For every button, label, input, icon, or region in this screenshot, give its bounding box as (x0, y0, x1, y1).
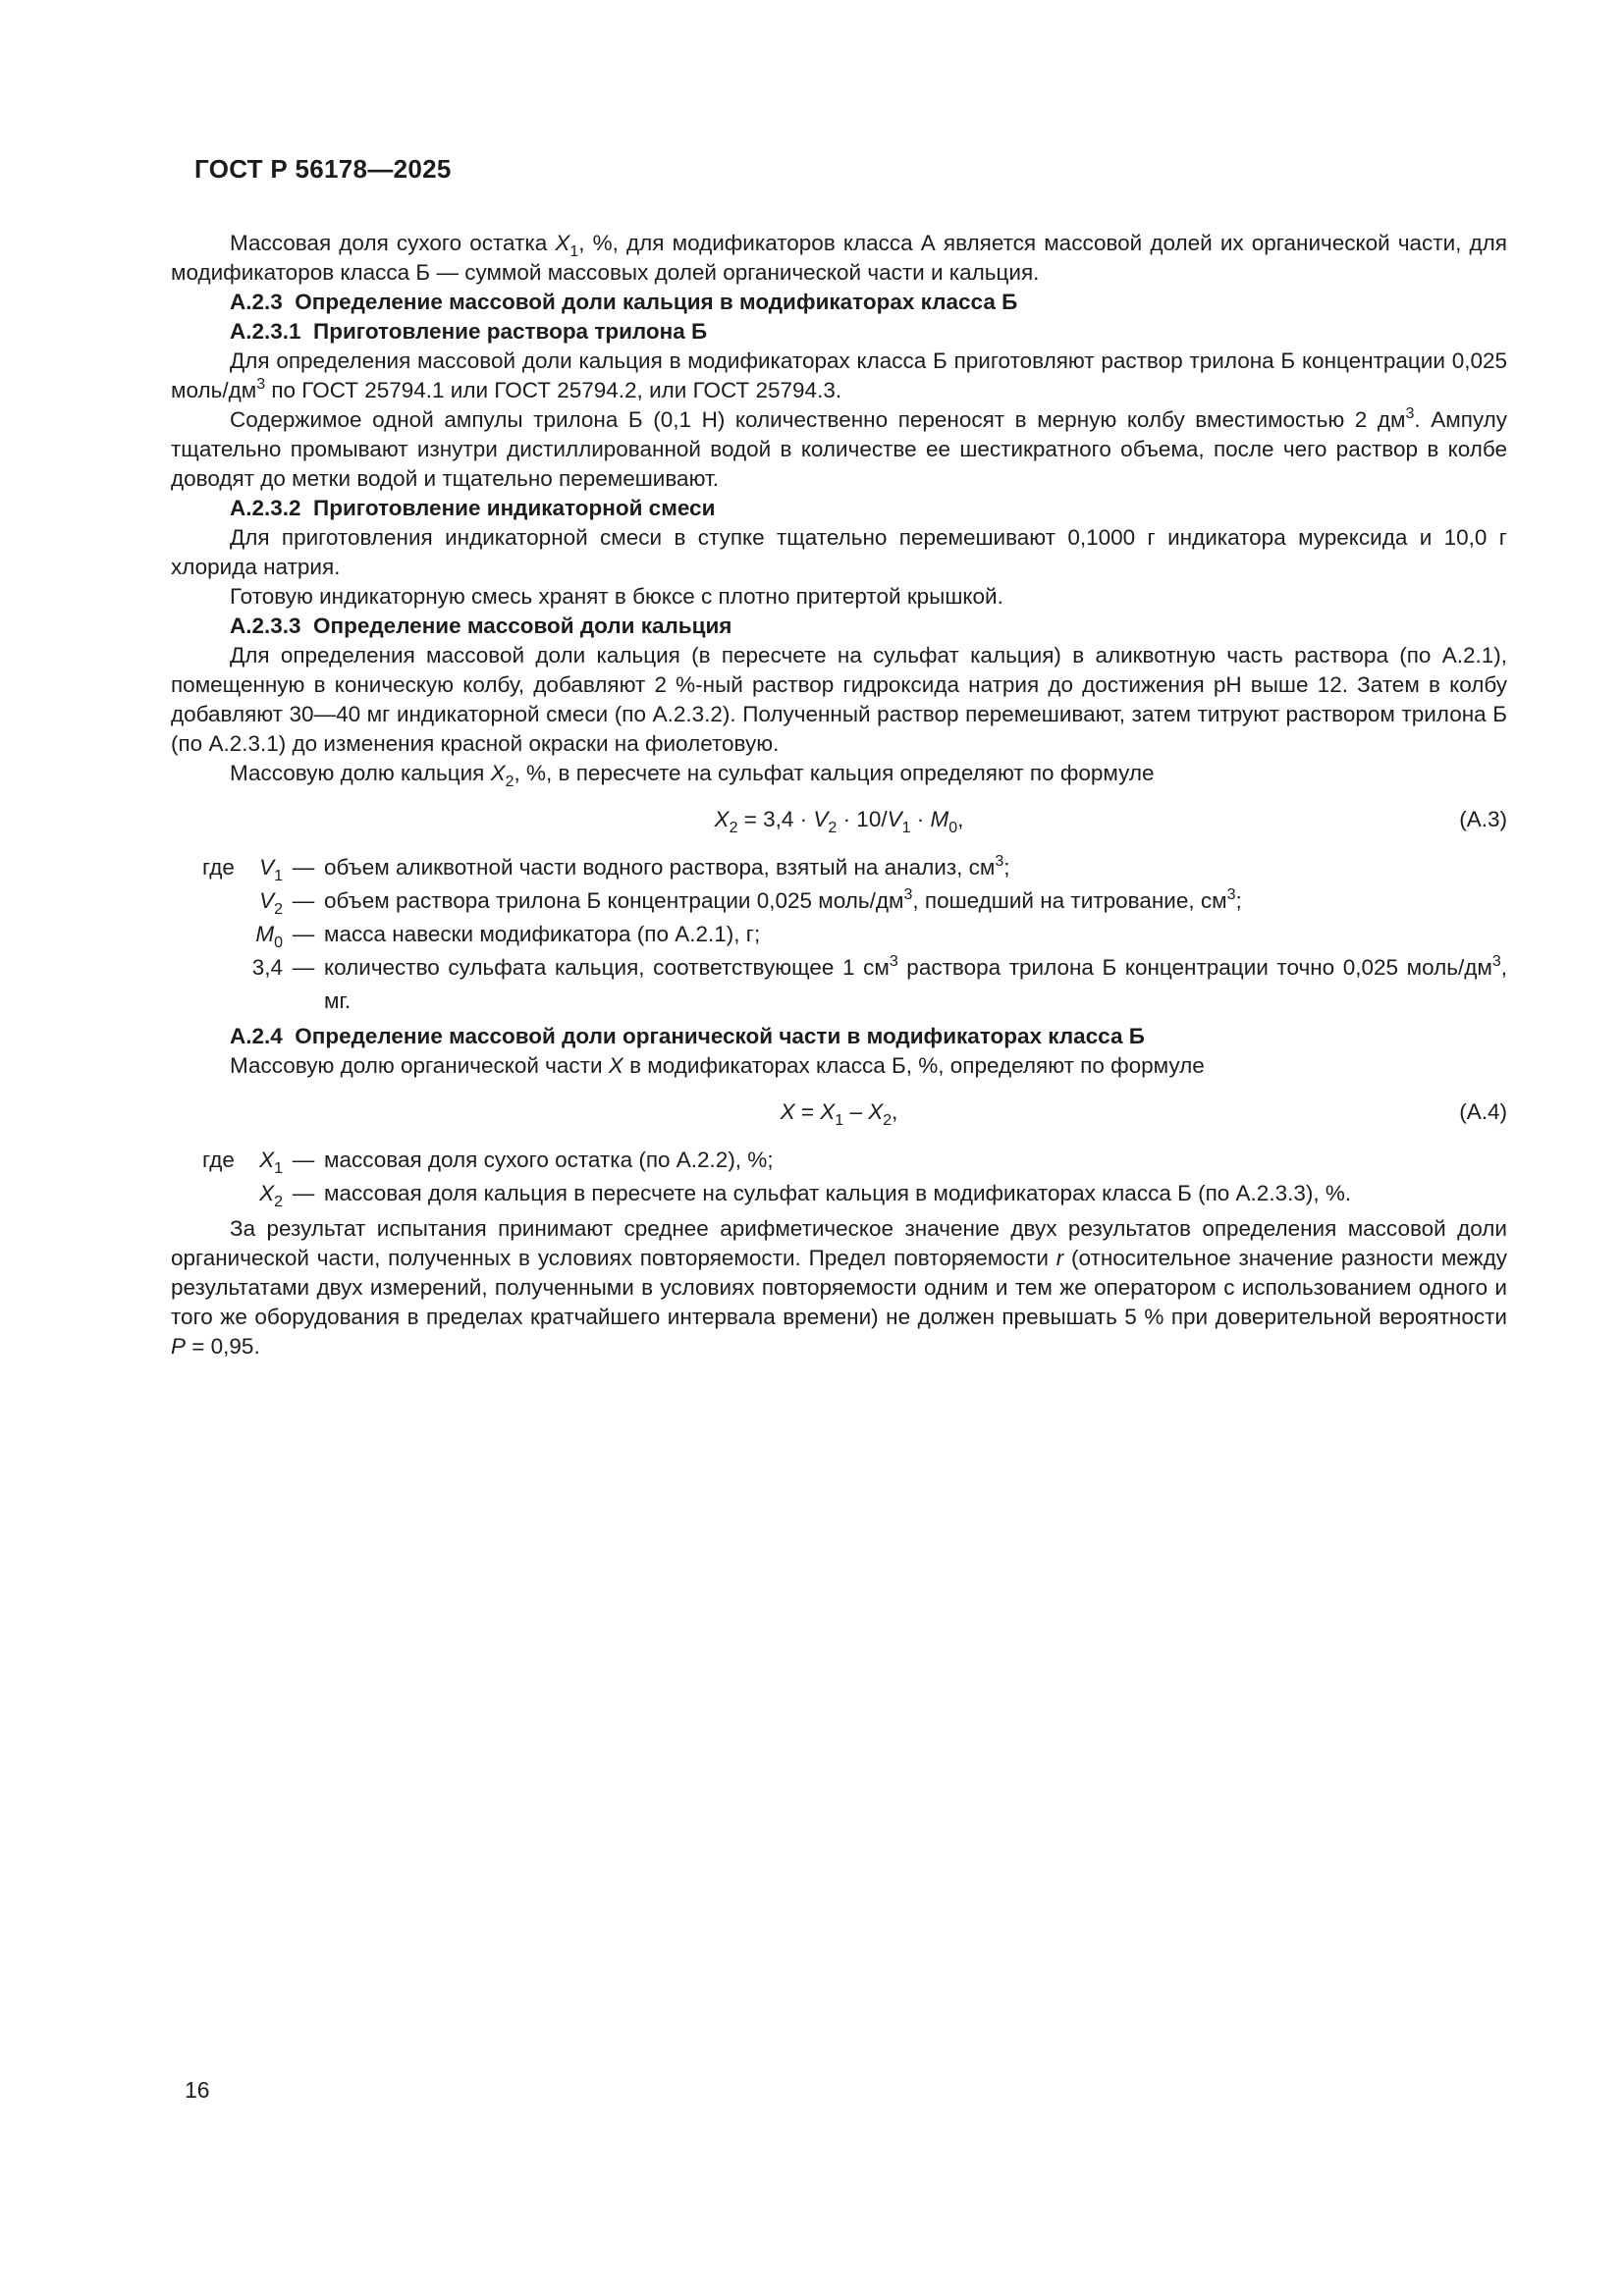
section-heading (171, 494, 1507, 523)
text-run: = 3,4 · (737, 807, 814, 831)
script-text: 2 (505, 774, 514, 790)
section-heading (171, 288, 1507, 317)
formula-legend (202, 851, 1507, 1018)
script-text: 2 (883, 1112, 893, 1129)
legend-lead (202, 918, 242, 951)
legend-item (202, 851, 1507, 884)
math-variable: X (490, 761, 506, 785)
legend-lead: где (202, 1148, 235, 1172)
formula-block (171, 805, 1507, 834)
paragraph (171, 347, 1507, 405)
math-variable: V (887, 807, 902, 831)
text-run: За результат испытания принимают среднее арифметическое значение двух результатов определения массовой доли органической части, полученных в условиях повторяемости. Предел повторяемости (171, 1216, 1507, 1270)
text-run: А.2.3.1 Приготовление раствора трилона Б (230, 319, 708, 344)
text-run: , мг. (324, 955, 1507, 1013)
math-variable: X (780, 1099, 795, 1124)
equation-number: (А.4) (1459, 1099, 1507, 1124)
legend-description (324, 884, 1507, 918)
text-run: 3,4 (251, 955, 283, 980)
section-heading (171, 317, 1507, 347)
math-variable: X (259, 1181, 275, 1205)
text-run: раствора трилона Б концентрации точно 0,025 моль/дм (897, 955, 1492, 980)
paragraph (171, 641, 1507, 759)
legend-dash: — (292, 922, 315, 946)
paragraph (171, 405, 1507, 494)
text-run: объем аликвотной части водного раствора, взятый на анализ, см (324, 855, 996, 880)
text-run: А.2.3.2 Приготовление индикаторной смеси (230, 496, 716, 520)
math-variable: X (714, 807, 730, 831)
math-variable: r (1056, 1246, 1064, 1270)
text-run: массовая доля кальция в пересчете на сульфат кальция в модификаторах класса Б (по А.2.3.3), %. (324, 1181, 1352, 1205)
paragraph (171, 759, 1507, 788)
text-run: по ГОСТ 25794.1 или ГОСТ 25794.2, или ГОСТ 25794.3. (265, 378, 842, 402)
text-run: в модификаторах класса Б, %, определяют по формуле (623, 1053, 1205, 1078)
math-variable: V (813, 807, 829, 831)
section-heading (171, 1022, 1507, 1051)
text-run: Массовую долю органической части (230, 1053, 609, 1078)
script-text: 3 (903, 886, 913, 903)
paragraph (171, 1051, 1507, 1081)
text-run: – (843, 1099, 869, 1124)
text-run: ; (1003, 855, 1010, 880)
script-text: 2 (274, 901, 283, 918)
section-heading (171, 612, 1507, 641)
legend-term (242, 918, 283, 951)
text-run: объем раствора трилона Б концентрации 0,025 моль/дм (324, 888, 904, 913)
text-run: , (892, 1099, 898, 1124)
text-run: А.2.4 Определение массовой доли органической части в модификаторах класса Б (230, 1024, 1145, 1048)
text-run: (относительное значение разности между результатами двух измерений, полученными в условиях повторяемости одним и тем же оператором с использованием одного и того же оборудования в пределах кратчайшего интервала времени) не должен превышать 5 % при доверительной вероятности (171, 1246, 1507, 1329)
legend-dash: — (292, 1181, 315, 1205)
script-text: 2 (274, 1194, 283, 1210)
legend-lead (202, 951, 242, 1018)
text-run: , (957, 807, 964, 831)
legend-dash: — (292, 888, 315, 913)
paragraph (171, 582, 1507, 612)
script-text: 1 (569, 243, 579, 260)
text-run: количество сульфата кальция, соответствующее 1 см (324, 955, 890, 980)
equation-number: (А.3) (1459, 807, 1507, 831)
text-run: , пошедший на титрование, см (912, 888, 1227, 913)
legend-term (242, 951, 283, 1018)
paragraph (171, 229, 1507, 288)
equation (780, 1099, 898, 1129)
script-text: 1 (274, 868, 283, 884)
math-variable: P (171, 1334, 187, 1359)
text-run: ; (1235, 888, 1242, 913)
formula-block (171, 1097, 1507, 1127)
legend-lead (202, 884, 242, 918)
legend-item (202, 1144, 1507, 1177)
text-run: · (910, 807, 931, 831)
paragraph (171, 1214, 1507, 1362)
math-variable: V (259, 855, 275, 880)
legend-item (202, 1177, 1507, 1210)
script-text: 3 (995, 853, 1004, 870)
script-text: 3 (1405, 405, 1415, 422)
text-run: , %, в пересчете на сульфат кальция определяют по формуле (514, 761, 1155, 785)
math-variable: X (820, 1099, 836, 1124)
text-run: А.2.3 Определение массовой доли кальция в модификаторах класса Б (230, 290, 1018, 314)
legend-dash: — (292, 1148, 315, 1172)
text-run: . Ампулу тщательно промывают изнутри дистиллированной водой в количестве ее шестикратного объема, после чего раствор в колбе доводят до метки водой и тщательно перемешивают. (171, 407, 1508, 491)
math-variable: M (255, 922, 275, 946)
legend-description (324, 918, 1507, 951)
math-variable: X (868, 1099, 884, 1124)
text-run: · 10/ (837, 807, 888, 831)
script-text: 1 (274, 1160, 283, 1177)
text-run: = 0,95. (186, 1334, 260, 1359)
document-header: ГОСТ Р 56178—2025 (194, 154, 452, 184)
legend-item (202, 951, 1507, 1018)
legend-term (242, 1144, 283, 1177)
legend-dash: — (292, 855, 315, 880)
script-text: 3 (889, 953, 898, 970)
script-text: 2 (729, 820, 738, 836)
legend-dash: — (292, 955, 315, 980)
text-run: Массовая доля сухого остатка (230, 231, 556, 255)
text-run: масса навески модификатора (по А.2.1), г; (324, 922, 761, 946)
script-text: 3 (256, 376, 266, 393)
script-text: 0 (274, 934, 283, 951)
legend-description (324, 1177, 1507, 1210)
script-text: 0 (948, 820, 958, 836)
legend-lead (202, 1177, 242, 1210)
text-run: Содержимое одной ампулы трилона Б (0,1 Н) количественно переносят в мерную колбу вместимостью 2 дм (230, 407, 1406, 432)
math-variable: X (608, 1053, 623, 1078)
script-text: 1 (901, 820, 911, 836)
legend-term (242, 1177, 283, 1210)
equation (714, 807, 964, 836)
paragraph (171, 523, 1507, 582)
script-text: 2 (828, 820, 838, 836)
text-run: , %, для модификаторов класса А является массовой долей их органической части, для модификаторов класса Б — суммой массовых долей органической части и кальция. (171, 231, 1507, 285)
text-run: Массовую долю кальция (230, 761, 491, 785)
text-run: массовая доля сухого остатка (по А.2.2), %; (324, 1148, 774, 1172)
math-variable: V (259, 888, 275, 913)
legend-description (324, 1144, 1507, 1177)
math-variable: X (259, 1148, 275, 1172)
math-variable: X (555, 231, 570, 255)
text-run: Готовую индикаторную смесь хранят в бюксе с плотно притертой крышкой. (230, 584, 1003, 609)
math-variable: M (930, 807, 949, 831)
legend-term (242, 884, 283, 918)
text-run: Для определения массовой доли кальция (в пересчете на сульфат кальция) в аликвотную часть раствора (по А.2.1), помещенную в коническую колбу, добавляют 2 %-ный раствор гидроксида натрия до достижения рН выше 12. Затем в колбу добавляют 30—40 мг индикаторной смеси (по А.2.3.2). Полученный раствор перемешивают, затем титруют раствором трилона Б (по А.2.3.1) до изменения красной окраски на фиолетовую. (171, 643, 1507, 756)
script-text: 3 (1491, 953, 1501, 970)
text-run: Для приготовления индикаторной смеси в ступке тщательно перемешивают 0,1000 г индикатора мурексида и 10,0 г хлорида натрия. (171, 525, 1507, 579)
document-body (171, 229, 1507, 1362)
text-run: = (794, 1099, 821, 1124)
legend-item (202, 918, 1507, 951)
script-text: 1 (835, 1112, 844, 1129)
legend-item (202, 884, 1507, 918)
script-text: 3 (1226, 886, 1236, 903)
formula-legend (202, 1144, 1507, 1210)
legend-description (324, 951, 1507, 1018)
text-run: Для определения массовой доли кальция в модификаторах класса Б приготовляют раствор трилона Б концентрации 0,025 моль/дм (171, 348, 1507, 402)
page-number: 16 (185, 2077, 210, 2103)
legend-term (242, 851, 283, 884)
text-run: А.2.3.3 Определение массовой доли кальция (230, 614, 732, 638)
legend-description (324, 851, 1507, 884)
legend-lead: где (202, 855, 235, 880)
